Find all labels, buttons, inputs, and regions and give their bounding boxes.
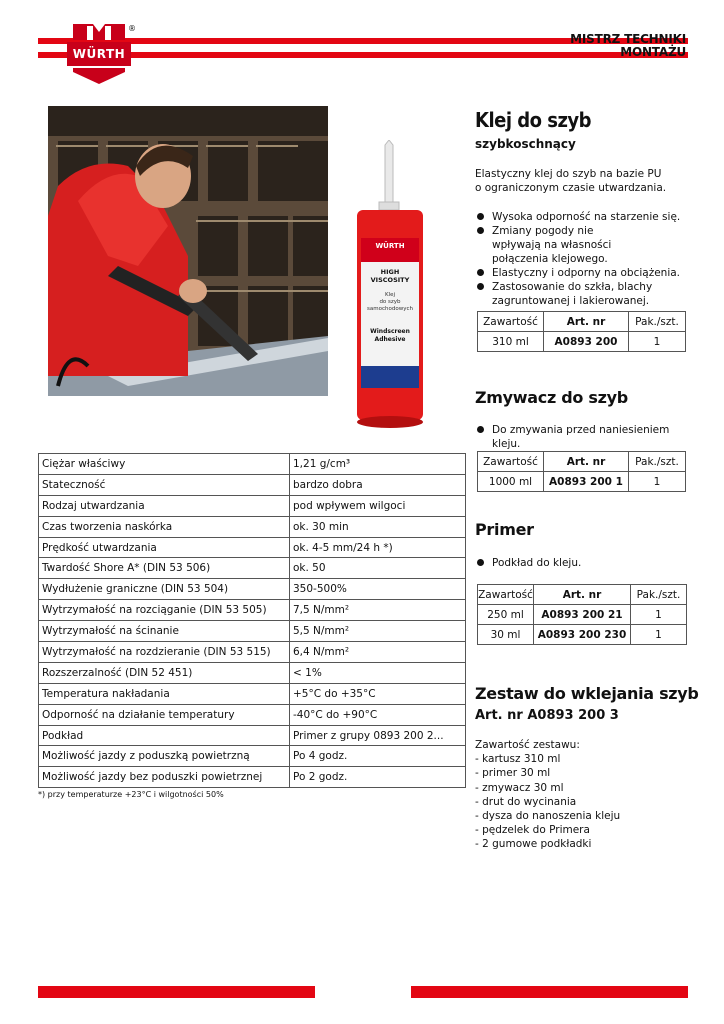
spec-value: 350-500% (290, 579, 466, 600)
spec-table (38, 453, 466, 788)
cell-content: 250 ml (478, 605, 534, 625)
table-row (39, 746, 466, 767)
table-row (39, 454, 466, 475)
list-item: Zastosowanie do szkła, blachy zagruntowanej i lakierowanej. (475, 280, 662, 308)
header-title-line2: MONTAŻU (620, 45, 686, 59)
list-item: - kartusz 310 ml (475, 753, 561, 766)
product-description-line2: o ograniczonym czasie utwardzania. (475, 182, 667, 194)
spec-label: Temperatura nakładania (39, 683, 290, 704)
cleaner-feature-list (475, 423, 695, 451)
table-row (478, 472, 686, 492)
table-row (39, 495, 466, 516)
spec-value: Primer z grupy 0893 200 2... (290, 725, 466, 746)
cartridge-label-line3: Klej (384, 292, 396, 298)
cartridge-photo (355, 140, 425, 430)
cell-pack: 1 (631, 605, 687, 625)
header-rule-bottom (38, 52, 688, 58)
spec-value: pod wpływem wilgoci (290, 495, 466, 516)
list-item: Wysoka odporność na starzenie się. (475, 210, 695, 224)
table-row (39, 558, 466, 579)
spec-value: 7,5 N/mm² (290, 600, 466, 621)
cell-pack: 1 (629, 332, 686, 352)
cartridge-brand: WÜRTH (375, 242, 405, 250)
list-item: - primer 30 ml (475, 767, 551, 780)
cartridge-label-line7: Adhesive (374, 336, 406, 343)
table-row (39, 683, 466, 704)
table-row (39, 600, 466, 621)
cell-content: 1000 ml (478, 472, 544, 492)
list-item: - drut do wycinania (475, 795, 577, 808)
list-item: - pędzelek do Primera (475, 824, 590, 837)
table-row (39, 474, 466, 495)
spec-value: bardzo dobra (290, 474, 466, 495)
table-row (39, 767, 466, 788)
col-header-pack: Pak./szt. (629, 312, 686, 332)
spec-label: Wytrzymałość na rozdzieranie (DIN 53 515) (39, 642, 290, 663)
list-item: - zmywacz 30 ml (475, 781, 564, 794)
spec-label: Czas tworzenia naskórka (39, 516, 290, 537)
cell-art-nr: A0893 200 (544, 332, 629, 352)
spec-value: Po 4 godz. (290, 746, 466, 767)
spec-value: ok. 30 min (290, 516, 466, 537)
cell-content: 30 ml (478, 625, 534, 645)
wurth-logo (67, 22, 131, 86)
product-description (475, 167, 666, 195)
col-header-art-nr: Art. nr (544, 452, 629, 472)
list-item: Elastyczny i odporny na obciążenia. (475, 266, 695, 280)
spec-footnote: *) przy temperaturze +23°C i wilgotności 50% (38, 790, 224, 799)
spec-label: Prędkość utwardzania (39, 537, 290, 558)
primer-feature-list (475, 556, 695, 570)
primer-package-table (477, 584, 687, 645)
cell-art-nr: A0893 200 1 (544, 472, 629, 492)
product-subtitle: szybkoschnący (475, 137, 576, 151)
cartridge-label-line6: Windscreen (370, 328, 410, 335)
list-item: Do zmywania przed naniesieniem kleju. (475, 423, 695, 451)
spec-value: < 1% (290, 662, 466, 683)
footer-bar-left (38, 986, 315, 998)
kit-art-nr: Art. nr A0893 200 3 (475, 708, 619, 723)
spec-value: 6,4 N/mm² (290, 642, 466, 663)
spec-label: Wytrzymałość na ścinanie (39, 621, 290, 642)
list-item: Zmiany pogody nie wpływają na własności połączenia klejowego. (475, 224, 642, 266)
table-row (39, 725, 466, 746)
kit-title: Zestaw do wklejania szyb (475, 684, 699, 703)
spec-label: Podkład (39, 725, 290, 746)
spec-label: Rozszerzalność (DIN 52 451) (39, 662, 290, 683)
spec-label: Rodzaj utwardzania (39, 495, 290, 516)
table-row (39, 537, 466, 558)
cleaner-title: Zmywacz do szyb (475, 388, 628, 407)
spec-value: ok. 50 (290, 558, 466, 579)
spec-label: Twardość Shore A* (DIN 53 506) (39, 558, 290, 579)
table-row (478, 332, 686, 352)
spec-value: Po 2 godz. (290, 767, 466, 788)
spec-value: 5,5 N/mm² (290, 621, 466, 642)
cartridge-label-line4: do szyb (379, 299, 401, 305)
cartridge-label-line1: HIGH (380, 268, 400, 276)
spec-label: Możliwość jazdy bez poduszki powietrznej (39, 767, 290, 788)
list-item: - 2 gumowe podkładki (475, 838, 592, 851)
kit-contents (475, 738, 620, 852)
registered-mark: ® (128, 24, 136, 33)
spec-label: Wydłużenie graniczne (DIN 53 504) (39, 579, 290, 600)
spec-value: +5°C do +35°C (290, 683, 466, 704)
brand-name: WÜRTH (67, 42, 131, 66)
col-header-pack: Pak./szt. (629, 452, 686, 472)
product-description-line1: Elastyczny klej do szyb na bazie PU (475, 168, 662, 180)
table-row (39, 662, 466, 683)
table-row (39, 642, 466, 663)
list-item: - dysza do nanoszenia kleju (475, 810, 621, 823)
cartridge-label-line2: VISCOSITY (370, 276, 410, 284)
col-header-content: Zawartość (478, 585, 534, 605)
product-title: Klej do szyb (475, 108, 592, 132)
col-header-art-nr: Art. nr (544, 312, 629, 332)
kit-contents-label: Zawartość zestawu: (475, 739, 580, 751)
cell-art-nr: A0893 200 21 (534, 605, 631, 625)
col-header-content: Zawartość (478, 452, 544, 472)
spec-label: Możliwość jazdy z poduszką powietrzną (39, 746, 290, 767)
spec-value: -40°C do +90°C (290, 704, 466, 725)
col-header-content: Zawartość (478, 312, 544, 332)
footer-bar-right (411, 986, 688, 998)
cleaner-package-table (477, 451, 686, 492)
spec-label: Stateczność (39, 474, 290, 495)
product-feature-list (475, 210, 695, 308)
list-item: Podkład do kleju. (475, 556, 695, 570)
table-row (39, 704, 466, 725)
spec-label: Wytrzymałość na rozciąganie (DIN 53 505) (39, 600, 290, 621)
col-header-art-nr: Art. nr (534, 585, 631, 605)
table-row (39, 621, 466, 642)
spec-label: Odporność na działanie temperatury (39, 704, 290, 725)
spec-value: ok. 4-5 mm/24 h *) (290, 537, 466, 558)
cell-art-nr: A0893 200 230 (534, 625, 631, 645)
table-row (478, 625, 687, 645)
table-row (39, 516, 466, 537)
table-row (39, 579, 466, 600)
worker-photo (48, 106, 328, 396)
product-package-table (477, 311, 686, 352)
cell-content: 310 ml (478, 332, 544, 352)
header-title-line1: MISTRZ TECHNIKI (570, 32, 686, 46)
cartridge-label-line5: samochodowych (367, 306, 413, 312)
spec-value: 1,21 g/cm³ (290, 454, 466, 475)
table-row (478, 605, 687, 625)
spec-label: Ciężar właściwy (39, 454, 290, 475)
cell-pack: 1 (629, 472, 686, 492)
col-header-pack: Pak./szt. (631, 585, 687, 605)
primer-title: Primer (475, 520, 534, 539)
cell-pack: 1 (631, 625, 687, 645)
